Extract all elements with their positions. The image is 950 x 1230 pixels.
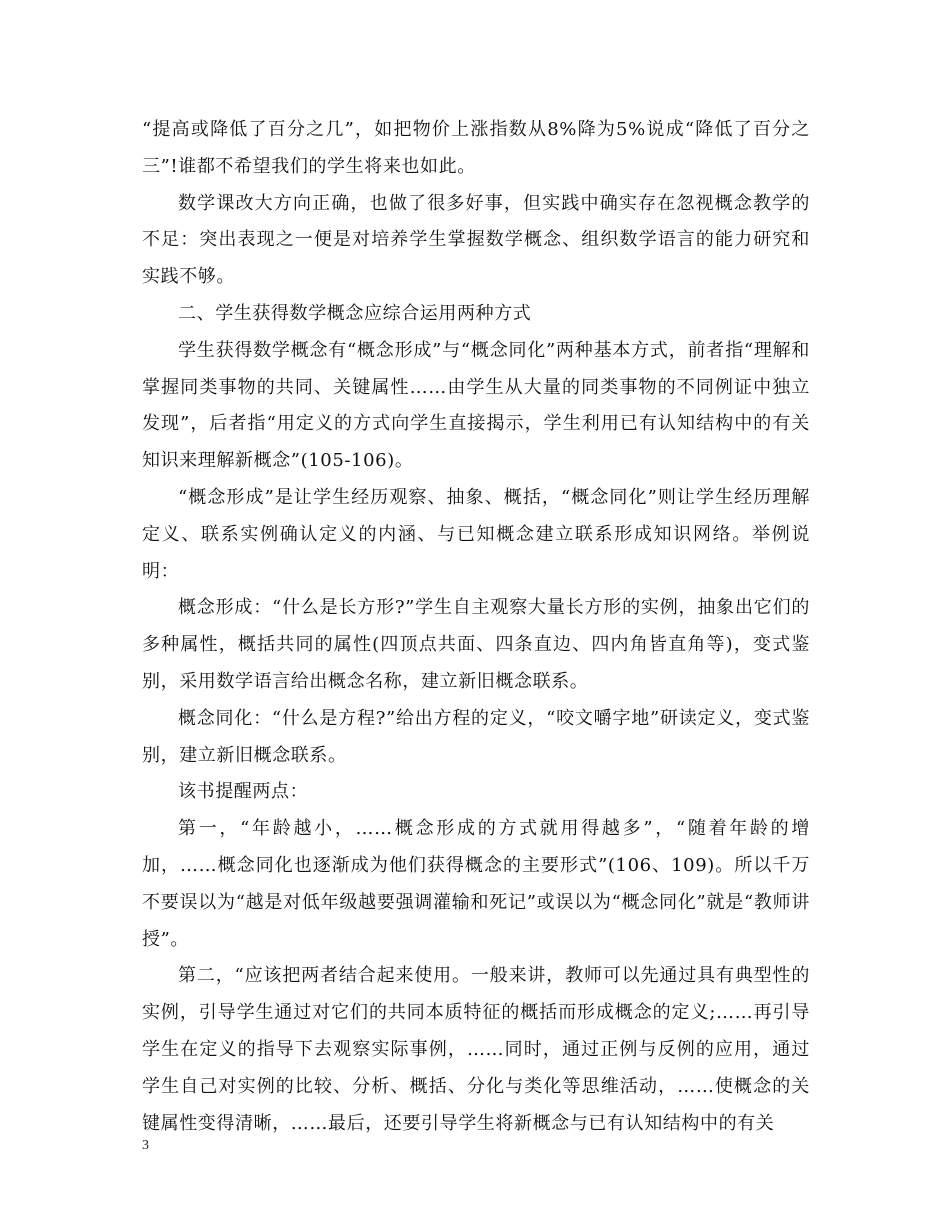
paragraph-curriculum-reform: 数学课改大方向正确，也做了很多好事，但实践中确实存在忽视概念教学的不足：突出表现之一便是对培养学生掌握数学概念、组织数学语言的能力研究和实践不够。 — [142, 192, 810, 288]
paragraph-formation-vs-assimilation: “概念形成”是让学生经历观察、抽象、概括，“概念同化”则让学生经历理解定义、联系实例确认定义的内涵、与已知概念建立联系形成知识网络。举例说明： — [142, 486, 810, 582]
paragraph-concept-formation-example: 概念形成：“什么是长方形?”学生自主观察大量长方形的实例，抽象出它们的多种属性，概括共同的属性(四顶点共面、四条直边、四内角皆直角等)，变式鉴别，采用数学语言给出概念名称，建立新旧概念联系。 — [142, 597, 810, 692]
document-body — [142, 112, 810, 1142]
paragraph-continuation: “提高或降低了百分之几”，如把物价上涨指数从8%降为5%说成“降低了百分之三”!谁都不希望我们的学生将来也如此。 — [142, 119, 810, 177]
paragraph-concept-assimilation-example: 概念同化：“什么是方程?”给出方程的定义，“咬文嚼字地”研读定义，变式鉴别，建立新旧概念联系。 — [142, 707, 810, 766]
paragraph-first-point: 第一，“年龄越小，……概念形成的方式就用得越多”，“随着年龄的增加，……概念同化也逐渐成为他们获得概念的主要形式”(106、109)。所以千万不要误以为“越是对低年级越要强调灌输和死记”或误以为“概念同化”就是“教师讲授”。 — [142, 818, 810, 950]
paragraph-two-methods: 学生获得数学概念有“概念形成”与“概念同化”两种基本方式，前者指“理解和掌握同类事物的共同、关键属性……由学生从大量的同类事物的不同例证中独立发现”，后者指“用定义的方式向学生直接揭示，学生利用已有认知结构中的有关知识来理解新概念”(105-106)。 — [142, 339, 810, 472]
paragraph-second-point: 第二，“应该把两者结合起来使用。一般来讲，教师可以先通过具有典型性的实例，引导学生通过对它们的共同本质特征的概括而形成概念的定义;……再引导学生在定义的指导下去观察实际事例，……同时，通过正例与反例的应用，通过学生自己对实例的比较、分析、概括、分化与类化等思维活动，……使概念的关键属性变得清晰，……最后，还要引导学生将新概念与已有认知结构中的有关 — [142, 965, 810, 1134]
paragraph-two-reminders: 该书提醒两点： — [178, 781, 309, 803]
section-heading: 二、学生获得数学概念应综合运用两种方式 — [178, 302, 532, 324]
page-number: 3 — [142, 1138, 149, 1153]
